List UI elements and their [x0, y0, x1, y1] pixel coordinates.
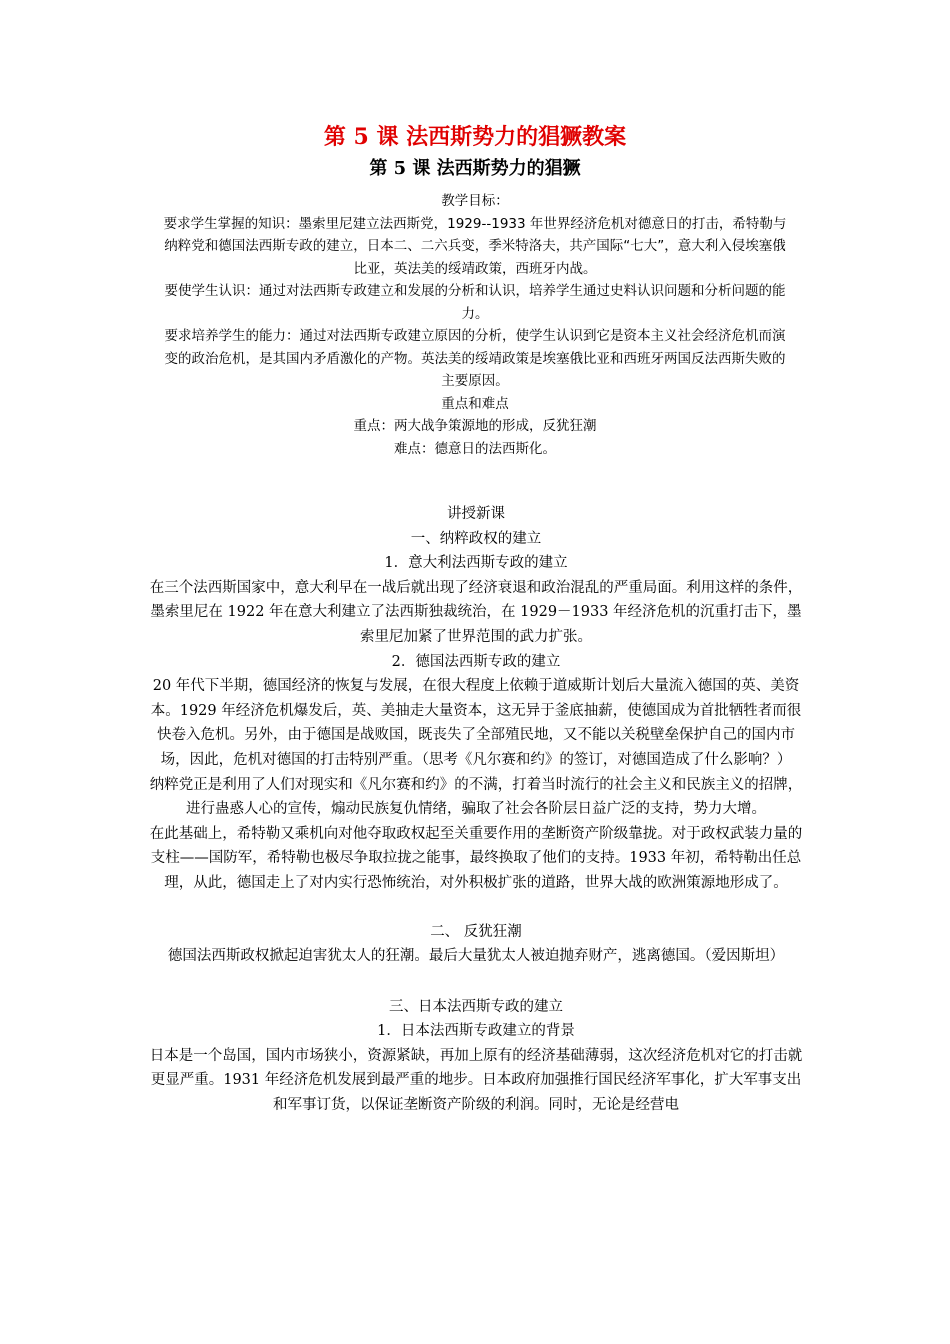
document-title: 第 5 课 法西斯势力的猖獗教案 [323, 124, 627, 150]
key-points-heading: 重点和难点 [441, 395, 509, 412]
section-1-subtitle-1: 1．意大利法西斯专政的建立 [384, 555, 568, 572]
spacer [146, 896, 806, 920]
objectives-heading: 教学目标： [441, 193, 509, 209]
section-3-paragraph-1: 日本是一个岛国，国内市场狭小，资源紧缺，再加上原有的经济基础薄弱，这次经济危机对它的打击就更显严重。1931 年经济危机发展到最严重的地步。日本政府加强推行国民经济军事化，扩大军事支出和军事订货，以保证垄断资产阶级的利润。同时，无论是经营电 [149, 1047, 803, 1114]
section-1-subtitle-2: 2．德国法西斯专政的建立 [391, 653, 561, 670]
objective-knowledge: 要求学生掌握的知识：墨索里尼建立法西斯党，1929--1933 年世界经济危机对德意日的打击，希特勒与纳粹党和德国法西斯专政的建立，日本二、二六兵变，季米特洛夫，共产国际“七大”，意大利入侵埃塞俄比亚，英法美的绥靖政策，西班牙内战。 [163, 215, 787, 277]
difficulty-point: 难点：德意日的法西斯化。 [394, 440, 556, 457]
lesson-subtitle: 第 5 课 法西斯势力的猖獗 [369, 158, 581, 179]
section-1-paragraph-1: 在三个法西斯国家中，意大利早在一战后就出现了经济衰退和政治混乱的严重局面。利用这样的条件，墨索里尼在 1922 年在意大利建立了法西斯独裁统治，在 1929－1933 年经济危机的沉重打击下，墨索里尼加紧了世界范围的武力扩张。 [149, 579, 803, 645]
section-3-subtitle-1: 1．日本法西斯专政建立的背景 [377, 1023, 575, 1040]
objective-ability: 要求培养学生的能力：通过对法西斯专政建立原因的分析，使学生认识到它是资本主义社会经济危机而演变的政治危机，是其国内矛盾激化的产物。英法美的绥靖政策是埃塞俄比亚和西班牙两国反法西斯失败的主要原因。 [164, 328, 786, 389]
lecture-body [146, 502, 806, 1118]
section-1-paragraph-2: 20 年代下半期，德国经济的恢复与发展，在很大程度上依赖于道威斯计划后大量流入德国的英、美资本。1929 年经济危机爆发后，英、美抽走大量资本，这无异于釜底抽薪，使德国成为首批牺牲者而很快卷入危机。另外，由于德国是战败国，既丧失了全部殖民地，又不能以关税壁垒保护自己的国内市场，因此，危机对德国的打击特别严重。（思考《凡尔赛和约》的签订，对德国造成了什么影响？） [150, 678, 802, 768]
objective-understanding: 要使学生认识：通过对法西斯专政建立和发展的分析和认识，培养学生通过史料认识问题和分析问题的能力。 [164, 283, 786, 322]
section-1-title: 一、纳粹政权的建立 [410, 530, 542, 547]
section-1-paragraph-3: 纳粹党正是利用了人们对现实和《凡尔赛和约》的不满，打着当时流行的社会主义和民族主义的招牌，进行蛊惑人心的宣传，煽动民族复仇情绪，骗取了社会各阶层日益广泛的支持，势力大增。 [149, 776, 803, 818]
section-2-title: 二、 反犹狂潮 [430, 923, 522, 940]
teaching-objectives [160, 190, 790, 460]
section-3-title: 三、日本法西斯专政的建立 [389, 998, 563, 1015]
lecture-heading: 讲授新课 [447, 506, 505, 522]
section-2-paragraph-1: 德国法西斯政权掀起迫害犹太人的狂潮。最后大量犹太人被迫抛弃财产，逃离德国。（爱因斯坦） [167, 948, 785, 965]
key-point: 重点：两大战争策源地的形成，反犹狂潮 [353, 418, 597, 434]
section-1-paragraph-4: 在此基础上，希特勒又乘机向对他夺取政权起至关重要作用的垄断资产阶级靠拢。对于政权武装力量的支柱——国防军，希特勒也极尽争取拉拢之能事，最终换取了他们的支持。1933 年初，希特勒出任总理，从此，德国走上了对内实行恐怖统治，对外积极扩张的道路，世界大战的欧洲策源地形成了。 [149, 825, 803, 891]
spacer [146, 969, 806, 995]
